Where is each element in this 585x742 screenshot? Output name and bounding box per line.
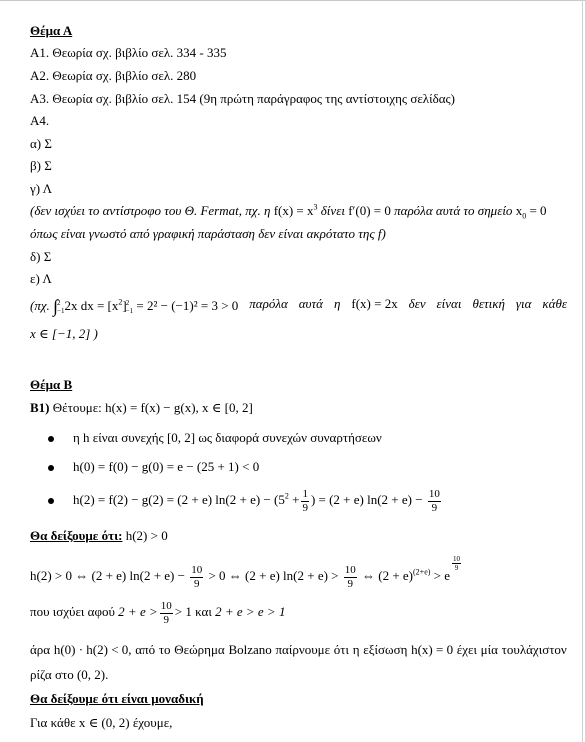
answer-e: ε) Λ — [30, 271, 52, 286]
forall-line: Για κάθε x ∈ (0, 2) έχουμε, — [30, 715, 173, 730]
note-e-word: για — [515, 296, 532, 311]
note-e-word: θετική — [472, 296, 505, 311]
fraction: $\frac{10}{9}$ — [160, 599, 172, 626]
note-c-line2: όπως είναι γνωστό από γραφική παράσταση δεν είναι ακρότατο της f) — [30, 226, 386, 241]
fraction: $\frac{10}{9}$ — [191, 563, 203, 590]
b1-label: Β1) — [30, 400, 50, 415]
note-e-word: δεν — [408, 296, 426, 311]
bullet-icon — [48, 498, 54, 504]
a1-line: Α1. Θεωρία σχ. βιβλίο σελ. 334 - 335 — [30, 45, 227, 60]
note-c-line1 — [30, 203, 547, 219]
bullet1-text: η h είναι συνεχής [0, 2] ως διαφορά συνεχών συναρτήσεων — [73, 430, 382, 445]
integral-icon: ∫ — [53, 296, 58, 316]
answer-c: γ) Λ — [30, 181, 53, 196]
page-top-border — [0, 0, 585, 1]
note-c-gives: δίνει — [320, 203, 345, 218]
fraction: $\frac{1}{9}$ — [302, 487, 308, 514]
answer-a: α) Σ — [30, 136, 52, 151]
bullet3-text: h(2) = f(2) − g(2) = (2 + e) $\ln(2 + e) - (5^2$ + $\frac{1}{9}$ ) = (2 + e) ln(2 + e) − $\frac{10}{9}$ — [73, 487, 440, 514]
fraction: $\frac{10}{9}$ — [344, 563, 356, 590]
page-right-border — [582, 0, 583, 742]
note-c-x0: $x_0 = 0$ — [515, 203, 547, 221]
bullet-icon — [48, 436, 54, 442]
note-e-word: η — [333, 296, 341, 311]
fraction: $\frac{10}{9}$ — [428, 487, 440, 514]
bolzano-line2: ρίζα στο (0, 2). — [30, 667, 109, 682]
a2-line: Α2. Θεωρία σχ. βιβλίο σελ. 280 — [30, 68, 197, 83]
note-c-despite: παρόλα αυτά το σημείο — [394, 203, 513, 218]
answer-d: δ) Σ — [30, 249, 52, 264]
note-e-word: είναι — [436, 296, 462, 311]
unique-heading: Θα δείξουμε ότι είναι μοναδική — [30, 691, 204, 706]
bullet-icon — [48, 465, 54, 471]
note-e-word: αυτά — [298, 296, 324, 311]
note-e-line2: x ∈ [−1, 2] ) — [30, 326, 98, 341]
a4-line: Α4. — [30, 113, 50, 128]
b1-definition: h(x) = f(x) − g(x), x ∈ [0, 2] — [105, 400, 253, 415]
bullet2-text: h(0) = f(0) − g(0) = e − (25 + 1) < 0 — [73, 459, 260, 474]
exponent-fraction: 10 9 — [453, 555, 461, 572]
note-e-fx: f(x) = 2x — [351, 296, 398, 311]
note-c-prefix: (δεν ισχύει το αντίστροφο του Θ. Fermat, πχ. η — [30, 203, 271, 218]
note-e-line1 — [30, 296, 567, 315]
a3-line: Α3. Θεωρία σχ. βιβλίο σελ. 154 (9η πρώτη παράγραφος της αντίστοιχης σελίδας) — [30, 91, 455, 106]
show-line — [30, 528, 168, 544]
b1-line — [30, 400, 253, 416]
note-e-integral-expr: (πχ. ∫ 2 −1 2x dx = $[x^2]$ 2 −1 = 2² − (−1)² = 3 > 0 — [30, 296, 239, 316]
theme-a-heading: Θέμα Α — [30, 23, 73, 38]
note-e-word: κάθε — [542, 296, 567, 311]
show-expr: h(2) > 0 — [125, 528, 168, 543]
b1-text: Θέτουμε: — [52, 400, 102, 415]
note-c-fprime: f′(0) = 0 — [348, 203, 391, 218]
integral-limits: 2 −1 — [57, 299, 65, 316]
note-e-word: παρόλα — [249, 296, 288, 311]
holds-line: που ισχύει αφού 2 + e > $\frac{10}{9}$ > 1 και 2 + e > e > 1 — [30, 599, 286, 626]
note-e-prefix: (πχ. — [30, 298, 50, 313]
note-c-fx: $f(x) = x^3$ — [273, 202, 318, 218]
answer-b: β) Σ — [30, 158, 52, 173]
bolzano-line1: άρα h(0) · h(2) < 0, από το Θεώρημα Bolzano παίρνουμε ότι η εξίσωση h(x) = 0 έχει μία τουλάχιστον — [30, 642, 567, 657]
equivalence-chain: h(2) > 0 ⇔ (2 + e) ln(2 + e) − $\frac{10}{9}$ > 0 ⇔ (2 + e) ln(2 + e) > $\frac{10}{9}$ ⇔ $(2 + e)^{(2+e)} > e$ $^{\frac{10}{9}}$ — [30, 555, 461, 590]
show-label: Θα δείξουμε ότι: — [30, 528, 123, 543]
theme-b-heading: Θέμα Β — [30, 377, 73, 392]
